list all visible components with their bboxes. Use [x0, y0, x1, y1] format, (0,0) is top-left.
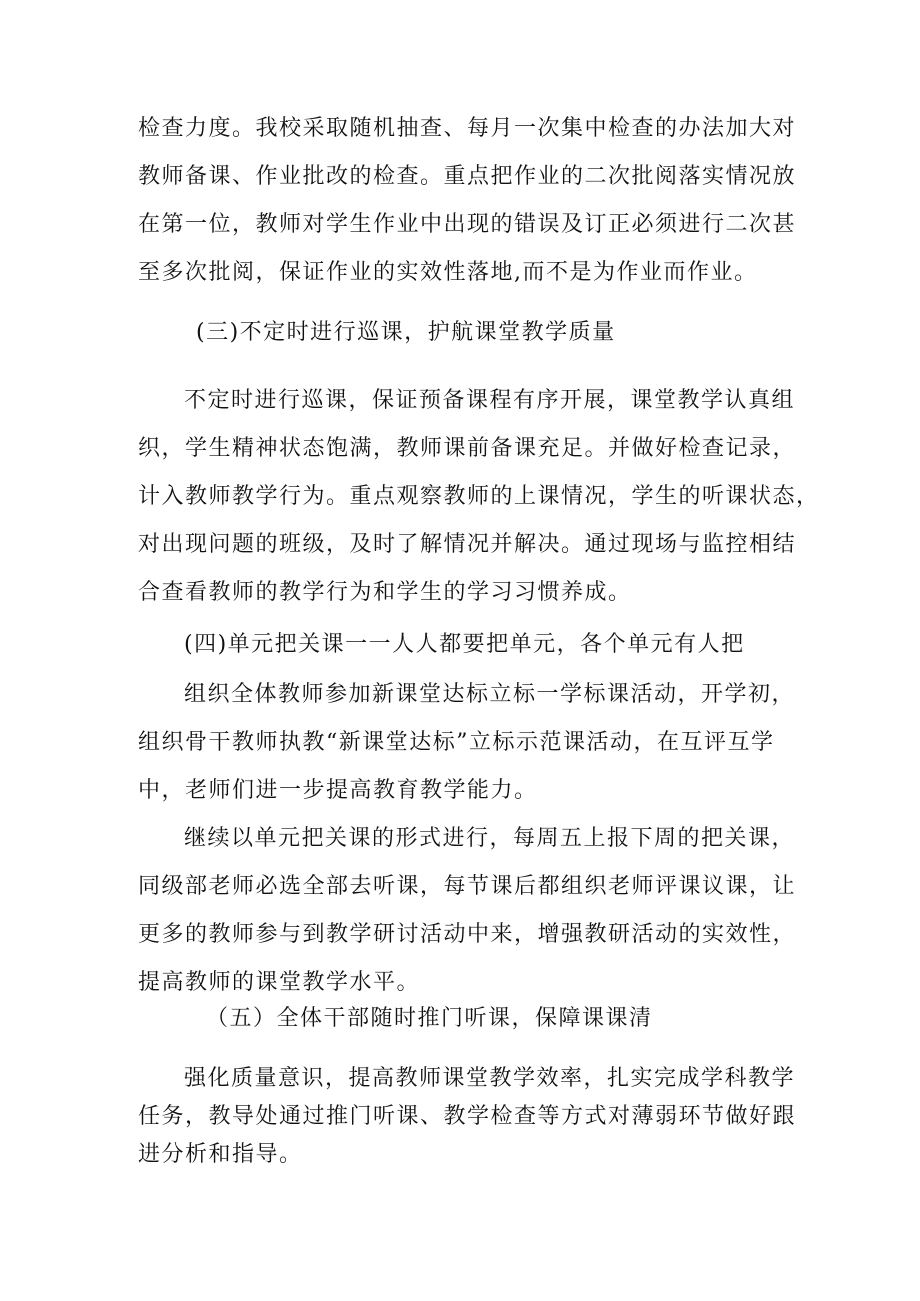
- paragraph-4-line-3: 更多的教师参与到教学研讨活动中来，增强教研活动的实效性，: [138, 922, 797, 947]
- paragraph-3-line-1: 组织全体教师参加新课堂达标立标一学标课活动，开学初，: [184, 682, 796, 707]
- paragraph-1-line-4: 至多次批阅，保证作业的实效性落地,而不是为作业而作业。: [138, 260, 758, 285]
- paragraph-3-line-2: 组织骨干教师执教“新课堂达标”立标示范课活动，在互评互学: [138, 730, 775, 755]
- paragraph-2-line-1: 不定时进行巡课，保证预备课程有序开展，课堂教学认真组: [184, 388, 796, 413]
- paragraph-2-line-3: 计入教师教学行为。重点观察教师的上课情况，学生的听课状态，: [138, 484, 820, 509]
- paragraph-1-line-2: 教师备课、作业批改的检查。重点把作业的二次批阅落实情况放: [138, 164, 797, 189]
- section-heading-3: (三)不定时进行巡课，护航课堂教学质量: [196, 320, 616, 345]
- paragraph-2-line-2: 织，学生精神状态饱满，教师课前备课充足。并做好检查记录，: [138, 436, 797, 461]
- paragraph-4-line-2: 同级部老师必选全部去听课，每节课后都组织老师评课议课，让: [138, 874, 797, 899]
- paragraph-4-line-1: 继续以单元把关课的形式进行，每周五上报下周的把关课，: [184, 826, 796, 851]
- paragraph-5-line-3: 进分析和指导。: [138, 1142, 303, 1167]
- paragraph-3-line-3: 中，老师们进一步提高教育教学能力。: [138, 778, 538, 803]
- paragraph-5-line-2: 任务，教导处通过推门听课、教学检查等方式对薄弱环节做好跟: [138, 1104, 797, 1129]
- paragraph-5-line-1: 强化质量意识，提高教师课堂教学效率，扎实完成学科教学: [184, 1066, 796, 1091]
- paragraph-1-line-1: 检查力度。我校采取随机抽查、每月一次集中检查的办法加大对: [138, 116, 797, 141]
- paragraph-2-line-4: 对出现问题的班级，及时了解情况并解决。通过现场与监控相结: [138, 532, 797, 557]
- paragraph-2-line-5: 合查看教师的教学行为和学生的学习习惯养成。: [138, 580, 632, 605]
- paragraph-1-line-3: 在第一位，教师对学生作业中出现的错误及订正必须进行二次甚: [138, 212, 797, 237]
- paragraph-4-line-4: 提高教师的课堂教学水平。: [138, 970, 421, 995]
- section-heading-5: （五）全体干部随时推门听课，保障课课清: [206, 1006, 653, 1031]
- section-heading-4: (四)单元把关课一一人人都要把单元，各个单元有人把: [184, 632, 745, 657]
